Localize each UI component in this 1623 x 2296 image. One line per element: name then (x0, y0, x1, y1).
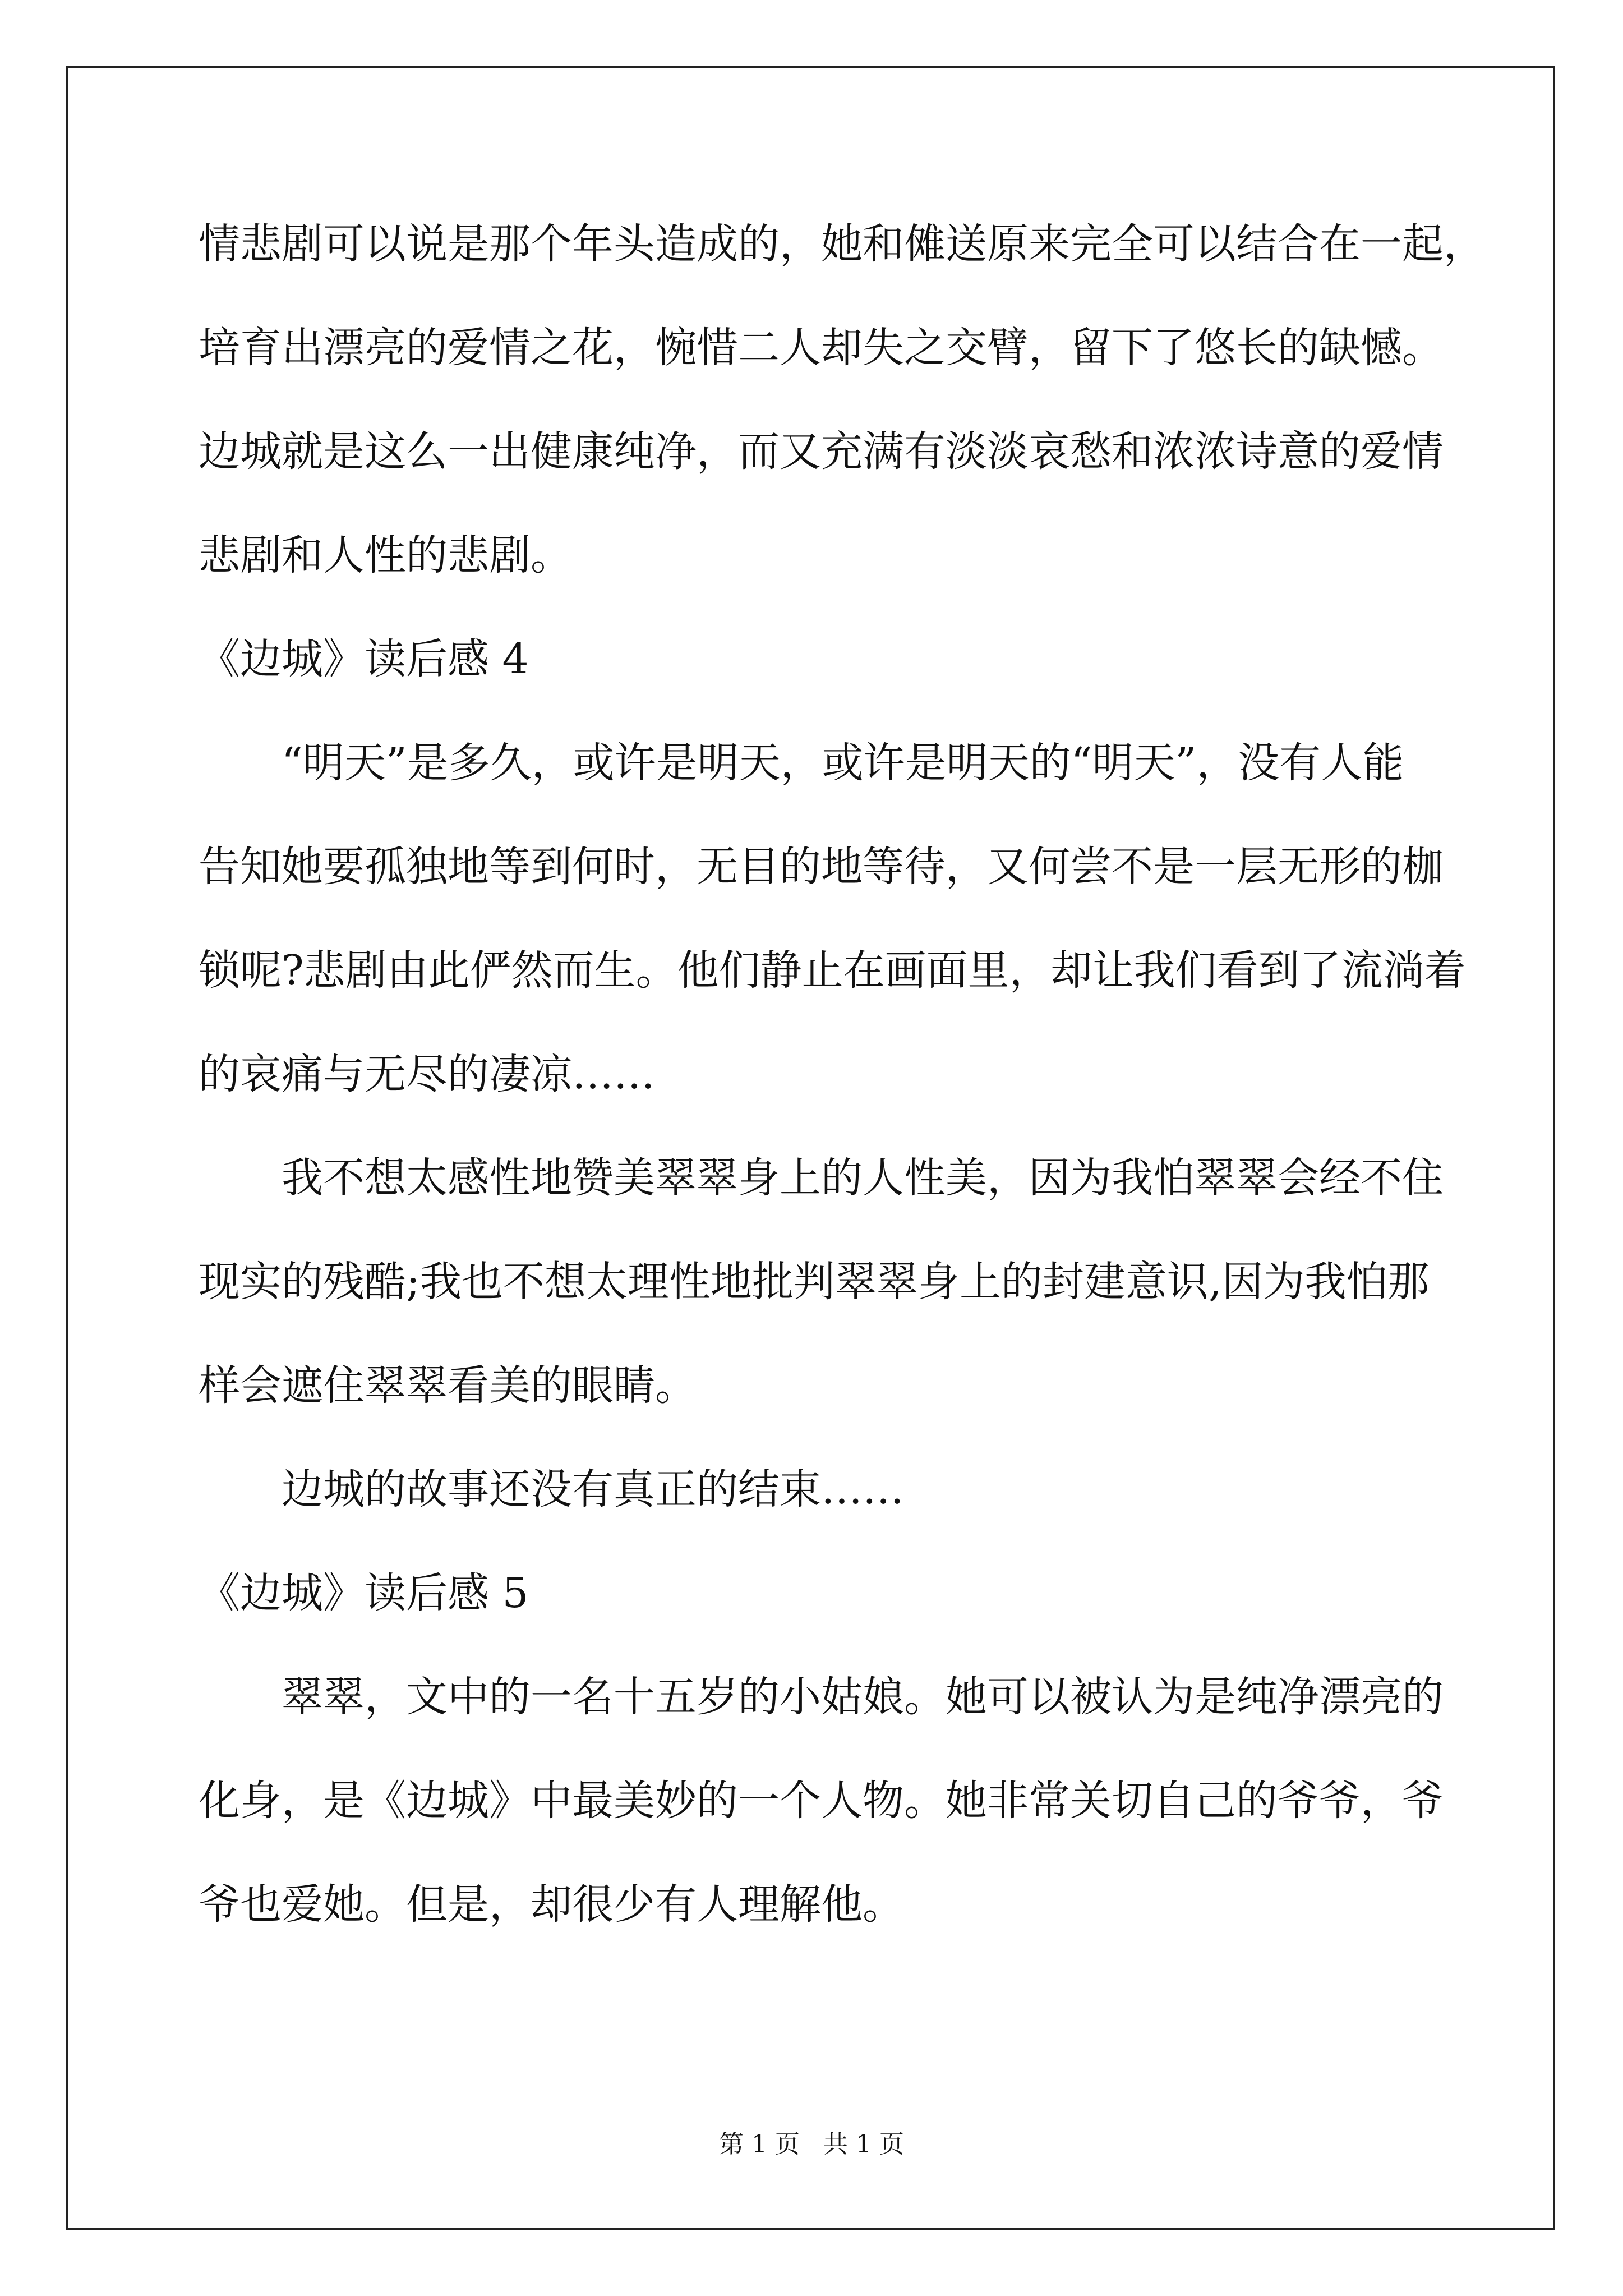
text-line: 培育出漂亮的爱情之花，惋惜二人却失之交臂，留下了悠长的缺憾。 (199, 324, 1444, 372)
section-heading: 《边城》读后感 5 (199, 1569, 529, 1617)
text-line: 告知她要孤独地等到何时，无目的地等待，又何尝不是一层无形的枷 (199, 843, 1444, 891)
paragraph-first-line: 翠翠，文中的一名十五岁的小姑娘。她可以被认为是纯净漂亮的 (282, 1673, 1444, 1721)
text-line: 悲剧和人性的悲剧。 (199, 531, 572, 579)
paragraph-first-line: 我不想太感性地赞美翠翠身上的人性美，因为我怕翠翠会经不住 (282, 1154, 1444, 1202)
text-line: 样会遮住翠翠看美的眼睛。 (199, 1361, 697, 1410)
paragraph-first-line: “明天”是多久，或许是明天，或许是明天的“明天”，没有人能 (282, 739, 1404, 787)
text-line: 爷也爱她。但是，却很少有人理解他。 (199, 1880, 904, 1929)
page-number-footer: 第 1 页 共 1 页 (719, 2130, 904, 2159)
section-heading: 《边城》读后感 4 (199, 635, 529, 683)
text-line: 现实的残酷;我也不想太理性地批判翠翠身上的封建意识,因为我怕那 (199, 1258, 1430, 1306)
text-line: 边城就是这么一出健康纯净，而又充满有淡淡哀愁和浓浓诗意的爱情 (199, 427, 1444, 476)
text-line: 情悲剧可以说是那个年头造成的，她和傩送原来完全可以结合在一起， (199, 220, 1485, 268)
text-line: 锁呢?悲剧由此俨然而生。他们静止在画面里，却让我们看到了流淌着 (199, 946, 1466, 995)
text-line: 化身，是《边城》中最美妙的一个人物。她非常关切自己的爷爷，爷 (199, 1777, 1444, 1825)
paragraph-first-line: 边城的故事还没有真正的结束…… (282, 1465, 904, 1513)
text-line: 的哀痛与无尽的凄凉…… (199, 1050, 655, 1098)
